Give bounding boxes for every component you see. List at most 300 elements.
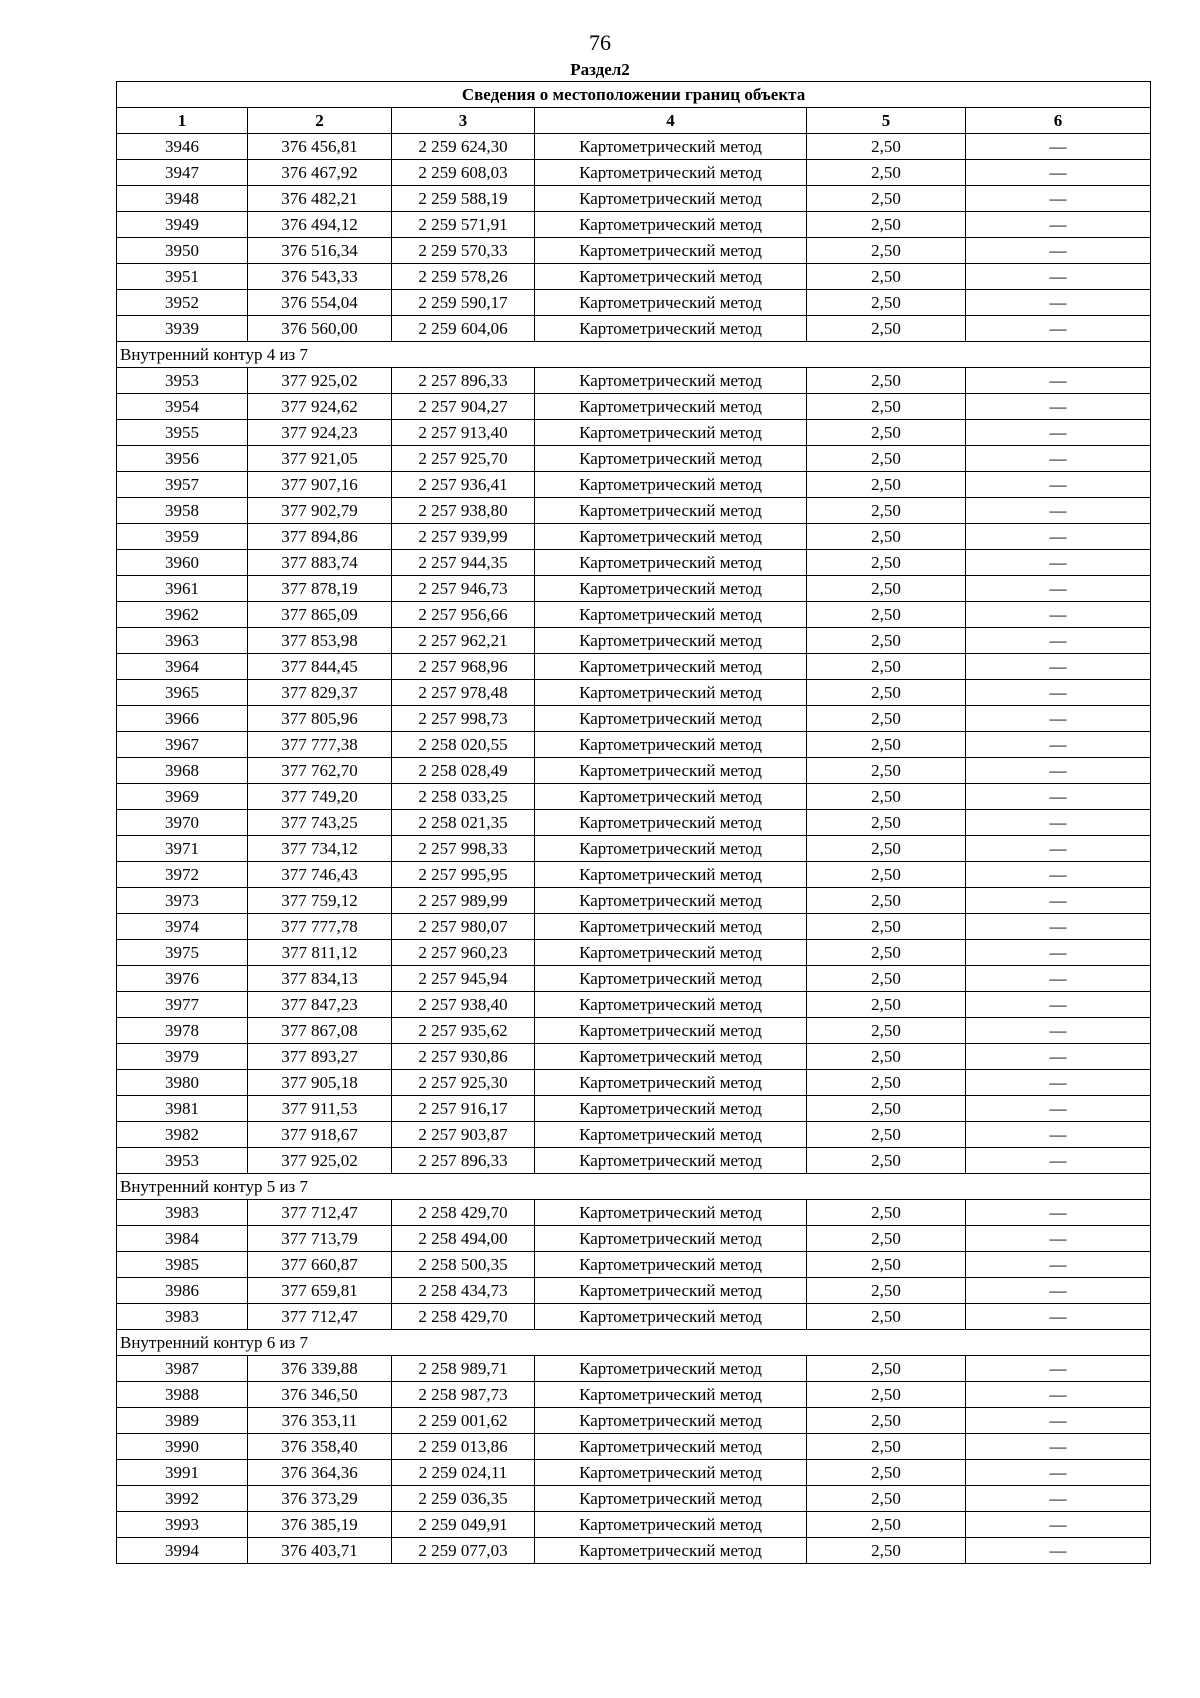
accuracy-cell: 2,50 <box>807 784 966 810</box>
x-coordinate-cell: 376 456,81 <box>248 134 392 160</box>
y-coordinate-cell: 2 257 956,66 <box>392 602 535 628</box>
y-coordinate-cell: 2 259 001,62 <box>392 1408 535 1434</box>
y-coordinate-cell: 2 257 998,73 <box>392 706 535 732</box>
table-row <box>117 238 1151 264</box>
point-number-cell: 3961 <box>117 576 248 602</box>
accuracy-cell: 2,50 <box>807 940 966 966</box>
column-header: 5 <box>807 108 966 134</box>
accuracy-cell: 2,50 <box>807 1018 966 1044</box>
accuracy-cell: 2,50 <box>807 654 966 680</box>
x-coordinate-cell: 377 811,12 <box>248 940 392 966</box>
method-cell: Картометрический метод <box>535 1512 807 1538</box>
table-row <box>117 706 1151 732</box>
x-coordinate-cell: 377 712,47 <box>248 1200 392 1226</box>
point-number-cell: 3989 <box>117 1408 248 1434</box>
table-row <box>117 1382 1151 1408</box>
description-cell: — <box>966 810 1151 836</box>
y-coordinate-cell: 2 259 608,03 <box>392 160 535 186</box>
accuracy-cell: 2,50 <box>807 316 966 342</box>
method-cell: Картометрический метод <box>535 524 807 550</box>
accuracy-cell: 2,50 <box>807 888 966 914</box>
table-row <box>117 862 1151 888</box>
y-coordinate-cell: 2 259 624,30 <box>392 134 535 160</box>
description-cell: — <box>966 628 1151 654</box>
y-coordinate-cell: 2 257 930,86 <box>392 1044 535 1070</box>
description-cell: — <box>966 784 1151 810</box>
description-cell: — <box>966 420 1151 446</box>
point-number-cell: 3953 <box>117 1148 248 1174</box>
accuracy-cell: 2,50 <box>807 862 966 888</box>
point-number-cell: 3953 <box>117 368 248 394</box>
method-cell: Картометрический метод <box>535 446 807 472</box>
y-coordinate-cell: 2 257 936,41 <box>392 472 535 498</box>
table-row <box>117 524 1151 550</box>
description-cell: — <box>966 1538 1151 1564</box>
y-coordinate-cell: 2 257 925,70 <box>392 446 535 472</box>
description-cell: — <box>966 1486 1151 1512</box>
column-header: 6 <box>966 108 1151 134</box>
x-coordinate-cell: 377 924,23 <box>248 420 392 446</box>
point-number-cell: 3962 <box>117 602 248 628</box>
y-coordinate-cell: 2 259 077,03 <box>392 1538 535 1564</box>
description-cell: — <box>966 1408 1151 1434</box>
x-coordinate-cell: 377 867,08 <box>248 1018 392 1044</box>
y-coordinate-cell: 2 257 938,40 <box>392 992 535 1018</box>
point-number-cell: 3952 <box>117 290 248 316</box>
method-cell: Картометрический метод <box>535 992 807 1018</box>
y-coordinate-cell: 2 259 013,86 <box>392 1434 535 1460</box>
description-cell: — <box>966 524 1151 550</box>
method-cell: Картометрический метод <box>535 316 807 342</box>
description-cell: — <box>966 966 1151 992</box>
point-number-cell: 3991 <box>117 1460 248 1486</box>
accuracy-cell: 2,50 <box>807 1096 966 1122</box>
table-row <box>117 1044 1151 1070</box>
accuracy-cell: 2,50 <box>807 1044 966 1070</box>
table-row <box>117 186 1151 212</box>
method-cell: Картометрический метод <box>535 1148 807 1174</box>
x-coordinate-cell: 377 834,13 <box>248 966 392 992</box>
description-cell: — <box>966 758 1151 784</box>
method-cell: Картометрический метод <box>535 290 807 316</box>
method-cell: Картометрический метод <box>535 680 807 706</box>
table-row <box>117 472 1151 498</box>
description-cell: — <box>966 1044 1151 1070</box>
accuracy-cell: 2,50 <box>807 732 966 758</box>
method-cell: Картометрический метод <box>535 1278 807 1304</box>
x-coordinate-cell: 377 893,27 <box>248 1044 392 1070</box>
point-number-cell: 3985 <box>117 1252 248 1278</box>
table-row <box>117 992 1151 1018</box>
method-cell: Картометрический метод <box>535 498 807 524</box>
accuracy-cell: 2,50 <box>807 1408 966 1434</box>
x-coordinate-cell: 376 543,33 <box>248 264 392 290</box>
boundary-coordinates-table <box>116 81 1151 1564</box>
y-coordinate-cell: 2 257 995,95 <box>392 862 535 888</box>
description-cell: — <box>966 1148 1151 1174</box>
column-header: 3 <box>392 108 535 134</box>
y-coordinate-cell: 2 257 980,07 <box>392 914 535 940</box>
point-number-cell: 3967 <box>117 732 248 758</box>
point-number-cell: 3979 <box>117 1044 248 1070</box>
x-coordinate-cell: 377 743,25 <box>248 810 392 836</box>
description-cell: — <box>966 550 1151 576</box>
method-cell: Картометрический метод <box>535 1460 807 1486</box>
method-cell: Картометрический метод <box>535 1200 807 1226</box>
y-coordinate-cell: 2 258 429,70 <box>392 1200 535 1226</box>
description-cell: — <box>966 1226 1151 1252</box>
y-coordinate-cell: 2 257 946,73 <box>392 576 535 602</box>
contour-heading-row <box>117 1330 1151 1356</box>
y-coordinate-cell: 2 257 939,99 <box>392 524 535 550</box>
description-cell: — <box>966 940 1151 966</box>
accuracy-cell: 2,50 <box>807 992 966 1018</box>
description-cell: — <box>966 446 1151 472</box>
y-coordinate-cell: 2 259 570,33 <box>392 238 535 264</box>
accuracy-cell: 2,50 <box>807 394 966 420</box>
table-row <box>117 1356 1151 1382</box>
x-coordinate-cell: 376 494,12 <box>248 212 392 238</box>
description-cell: — <box>966 290 1151 316</box>
method-cell: Картометрический метод <box>535 472 807 498</box>
y-coordinate-cell: 2 258 989,71 <box>392 1356 535 1382</box>
method-cell: Картометрический метод <box>535 1538 807 1564</box>
accuracy-cell: 2,50 <box>807 1252 966 1278</box>
y-coordinate-cell: 2 259 588,19 <box>392 186 535 212</box>
table-row <box>117 576 1151 602</box>
x-coordinate-cell: 377 878,19 <box>248 576 392 602</box>
accuracy-cell: 2,50 <box>807 550 966 576</box>
method-cell: Картометрический метод <box>535 212 807 238</box>
description-cell: — <box>966 1018 1151 1044</box>
method-cell: Картометрический метод <box>535 654 807 680</box>
accuracy-cell: 2,50 <box>807 836 966 862</box>
x-coordinate-cell: 377 844,45 <box>248 654 392 680</box>
column-header: 1 <box>117 108 248 134</box>
x-coordinate-cell: 377 660,87 <box>248 1252 392 1278</box>
point-number-cell: 3988 <box>117 1382 248 1408</box>
method-cell: Картометрический метод <box>535 576 807 602</box>
method-cell: Картометрический метод <box>535 1356 807 1382</box>
table-row <box>117 1538 1151 1564</box>
x-coordinate-cell: 377 762,70 <box>248 758 392 784</box>
accuracy-cell: 2,50 <box>807 1122 966 1148</box>
table-row <box>117 966 1151 992</box>
method-cell: Картометрический метод <box>535 732 807 758</box>
description-cell: — <box>966 1460 1151 1486</box>
table-row <box>117 1252 1151 1278</box>
table-row <box>117 212 1151 238</box>
method-cell: Картометрический метод <box>535 1304 807 1330</box>
method-cell: Картометрический метод <box>535 1070 807 1096</box>
accuracy-cell: 2,50 <box>807 1200 966 1226</box>
description-cell: — <box>966 1070 1151 1096</box>
table-row <box>117 888 1151 914</box>
accuracy-cell: 2,50 <box>807 1278 966 1304</box>
table-row <box>117 1096 1151 1122</box>
accuracy-cell: 2,50 <box>807 186 966 212</box>
y-coordinate-cell: 2 258 028,49 <box>392 758 535 784</box>
y-coordinate-cell: 2 257 903,87 <box>392 1122 535 1148</box>
x-coordinate-cell: 376 358,40 <box>248 1434 392 1460</box>
table-body <box>117 134 1151 1564</box>
y-coordinate-cell: 2 259 036,35 <box>392 1486 535 1512</box>
table-row <box>117 732 1151 758</box>
y-coordinate-cell: 2 259 049,91 <box>392 1512 535 1538</box>
method-cell: Картометрический метод <box>535 836 807 862</box>
table-title-row <box>117 82 1151 108</box>
method-cell: Картометрический метод <box>535 706 807 732</box>
method-cell: Картометрический метод <box>535 1018 807 1044</box>
description-cell: — <box>966 1252 1151 1278</box>
x-coordinate-cell: 377 734,12 <box>248 836 392 862</box>
method-cell: Картометрический метод <box>535 134 807 160</box>
table-row <box>117 602 1151 628</box>
point-number-cell: 3969 <box>117 784 248 810</box>
point-number-cell: 3949 <box>117 212 248 238</box>
x-coordinate-cell: 376 560,00 <box>248 316 392 342</box>
description-cell: — <box>966 368 1151 394</box>
method-cell: Картометрический метод <box>535 1122 807 1148</box>
accuracy-cell: 2,50 <box>807 914 966 940</box>
accuracy-cell: 2,50 <box>807 446 966 472</box>
description-cell: — <box>966 680 1151 706</box>
x-coordinate-cell: 377 749,20 <box>248 784 392 810</box>
point-number-cell: 3955 <box>117 420 248 446</box>
y-coordinate-cell: 2 257 925,30 <box>392 1070 535 1096</box>
point-number-cell: 3984 <box>117 1226 248 1252</box>
description-cell: — <box>966 654 1151 680</box>
y-coordinate-cell: 2 258 494,00 <box>392 1226 535 1252</box>
description-cell: — <box>966 576 1151 602</box>
x-coordinate-cell: 377 713,79 <box>248 1226 392 1252</box>
description-cell: — <box>966 212 1151 238</box>
point-number-cell: 3990 <box>117 1434 248 1460</box>
point-number-cell: 3946 <box>117 134 248 160</box>
description-cell: — <box>966 1096 1151 1122</box>
column-header: 4 <box>535 108 807 134</box>
x-coordinate-cell: 376 346,50 <box>248 1382 392 1408</box>
x-coordinate-cell: 376 364,36 <box>248 1460 392 1486</box>
x-coordinate-cell: 376 339,88 <box>248 1356 392 1382</box>
accuracy-cell: 2,50 <box>807 602 966 628</box>
x-coordinate-cell: 376 373,29 <box>248 1486 392 1512</box>
table-row <box>117 1408 1151 1434</box>
accuracy-cell: 2,50 <box>807 1486 966 1512</box>
table-row <box>117 498 1151 524</box>
method-cell: Картометрический метод <box>535 420 807 446</box>
x-coordinate-cell: 377 853,98 <box>248 628 392 654</box>
x-coordinate-cell: 376 385,19 <box>248 1512 392 1538</box>
accuracy-cell: 2,50 <box>807 1356 966 1382</box>
point-number-cell: 3939 <box>117 316 248 342</box>
description-cell: — <box>966 1304 1151 1330</box>
method-cell: Картометрический метод <box>535 966 807 992</box>
table-row <box>117 1226 1151 1252</box>
point-number-cell: 3981 <box>117 1096 248 1122</box>
x-coordinate-cell: 377 712,47 <box>248 1304 392 1330</box>
table-row <box>117 836 1151 862</box>
x-coordinate-cell: 377 805,96 <box>248 706 392 732</box>
accuracy-cell: 2,50 <box>807 472 966 498</box>
accuracy-cell: 2,50 <box>807 1512 966 1538</box>
method-cell: Картометрический метод <box>535 602 807 628</box>
description-cell: — <box>966 472 1151 498</box>
accuracy-cell: 2,50 <box>807 966 966 992</box>
point-number-cell: 3948 <box>117 186 248 212</box>
accuracy-cell: 2,50 <box>807 576 966 602</box>
description-cell: — <box>966 888 1151 914</box>
point-number-cell: 3993 <box>117 1512 248 1538</box>
x-coordinate-cell: 376 482,21 <box>248 186 392 212</box>
x-coordinate-cell: 377 907,16 <box>248 472 392 498</box>
description-cell: — <box>966 316 1151 342</box>
y-coordinate-cell: 2 258 500,35 <box>392 1252 535 1278</box>
accuracy-cell: 2,50 <box>807 264 966 290</box>
x-coordinate-cell: 377 759,12 <box>248 888 392 914</box>
y-coordinate-cell: 2 258 987,73 <box>392 1382 535 1408</box>
table-row <box>117 290 1151 316</box>
accuracy-cell: 2,50 <box>807 134 966 160</box>
table-row <box>117 654 1151 680</box>
section-label: Раздел2 <box>570 60 630 79</box>
y-coordinate-cell: 2 258 033,25 <box>392 784 535 810</box>
table-row <box>117 394 1151 420</box>
point-number-cell: 3992 <box>117 1486 248 1512</box>
table-row <box>117 1278 1151 1304</box>
x-coordinate-cell: 377 829,37 <box>248 680 392 706</box>
point-number-cell: 3965 <box>117 680 248 706</box>
y-coordinate-cell: 2 257 989,99 <box>392 888 535 914</box>
accuracy-cell: 2,50 <box>807 524 966 550</box>
point-number-cell: 3958 <box>117 498 248 524</box>
method-cell: Картометрический метод <box>535 394 807 420</box>
y-coordinate-cell: 2 259 571,91 <box>392 212 535 238</box>
description-cell: — <box>966 1356 1151 1382</box>
description-cell: — <box>966 1122 1151 1148</box>
description-cell: — <box>966 1200 1151 1226</box>
method-cell: Картометрический метод <box>535 1226 807 1252</box>
x-coordinate-cell: 377 925,02 <box>248 1148 392 1174</box>
description-cell: — <box>966 394 1151 420</box>
point-number-cell: 3950 <box>117 238 248 264</box>
accuracy-cell: 2,50 <box>807 1304 966 1330</box>
table-row <box>117 1486 1151 1512</box>
point-number-cell: 3959 <box>117 524 248 550</box>
x-coordinate-cell: 377 918,67 <box>248 1122 392 1148</box>
point-number-cell: 3987 <box>117 1356 248 1382</box>
description-cell: — <box>966 498 1151 524</box>
description-cell: — <box>966 160 1151 186</box>
description-cell: — <box>966 914 1151 940</box>
table-row <box>117 1460 1151 1486</box>
accuracy-cell: 2,50 <box>807 628 966 654</box>
accuracy-cell: 2,50 <box>807 498 966 524</box>
point-number-cell: 3986 <box>117 1278 248 1304</box>
table-row <box>117 914 1151 940</box>
method-cell: Картометрический метод <box>535 550 807 576</box>
description-cell: — <box>966 992 1151 1018</box>
description-cell: — <box>966 862 1151 888</box>
y-coordinate-cell: 2 257 962,21 <box>392 628 535 654</box>
table-row <box>117 1018 1151 1044</box>
description-cell: — <box>966 186 1151 212</box>
contour-label: Внутренний контур 5 из 7 <box>117 1174 1151 1200</box>
table-row <box>117 1512 1151 1538</box>
point-number-cell: 3966 <box>117 706 248 732</box>
y-coordinate-cell: 2 257 916,17 <box>392 1096 535 1122</box>
method-cell: Картометрический метод <box>535 1486 807 1512</box>
accuracy-cell: 2,50 <box>807 368 966 394</box>
point-number-cell: 3957 <box>117 472 248 498</box>
x-coordinate-cell: 377 921,05 <box>248 446 392 472</box>
description-cell: — <box>966 134 1151 160</box>
y-coordinate-cell: 2 257 978,48 <box>392 680 535 706</box>
point-number-cell: 3971 <box>117 836 248 862</box>
accuracy-cell: 2,50 <box>807 238 966 264</box>
table-title: Сведения о местоположении границ объекта <box>117 82 1151 108</box>
page-number: 76 <box>589 30 611 55</box>
point-number-cell: 3980 <box>117 1070 248 1096</box>
description-cell: — <box>966 602 1151 628</box>
table-row <box>117 1434 1151 1460</box>
contour-heading-row <box>117 1174 1151 1200</box>
x-coordinate-cell: 376 467,92 <box>248 160 392 186</box>
accuracy-cell: 2,50 <box>807 1226 966 1252</box>
x-coordinate-cell: 376 554,04 <box>248 290 392 316</box>
point-number-cell: 3954 <box>117 394 248 420</box>
accuracy-cell: 2,50 <box>807 1148 966 1174</box>
x-coordinate-cell: 377 905,18 <box>248 1070 392 1096</box>
method-cell: Картометрический метод <box>535 1434 807 1460</box>
point-number-cell: 3960 <box>117 550 248 576</box>
table-row <box>117 628 1151 654</box>
point-number-cell: 3951 <box>117 264 248 290</box>
method-cell: Картометрический метод <box>535 186 807 212</box>
method-cell: Картометрический метод <box>535 1044 807 1070</box>
x-coordinate-cell: 377 847,23 <box>248 992 392 1018</box>
table-row <box>117 368 1151 394</box>
x-coordinate-cell: 377 777,78 <box>248 914 392 940</box>
y-coordinate-cell: 2 257 944,35 <box>392 550 535 576</box>
x-coordinate-cell: 376 353,11 <box>248 1408 392 1434</box>
accuracy-cell: 2,50 <box>807 1460 966 1486</box>
point-number-cell: 3947 <box>117 160 248 186</box>
point-number-cell: 3973 <box>117 888 248 914</box>
description-cell: — <box>966 1278 1151 1304</box>
method-cell: Картометрический метод <box>535 940 807 966</box>
table-row <box>117 160 1151 186</box>
point-number-cell: 3956 <box>117 446 248 472</box>
x-coordinate-cell: 377 894,86 <box>248 524 392 550</box>
method-cell: Картометрический метод <box>535 888 807 914</box>
table-row <box>117 264 1151 290</box>
y-coordinate-cell: 2 257 945,94 <box>392 966 535 992</box>
accuracy-cell: 2,50 <box>807 160 966 186</box>
table-row <box>117 420 1151 446</box>
y-coordinate-cell: 2 257 896,33 <box>392 1148 535 1174</box>
description-cell: — <box>966 1382 1151 1408</box>
table-row <box>117 810 1151 836</box>
method-cell: Картометрический метод <box>535 160 807 186</box>
method-cell: Картометрический метод <box>535 1382 807 1408</box>
method-cell: Картометрический метод <box>535 1408 807 1434</box>
y-coordinate-cell: 2 259 604,06 <box>392 316 535 342</box>
x-coordinate-cell: 377 865,09 <box>248 602 392 628</box>
table-row <box>117 1070 1151 1096</box>
point-number-cell: 3970 <box>117 810 248 836</box>
table-row <box>117 316 1151 342</box>
